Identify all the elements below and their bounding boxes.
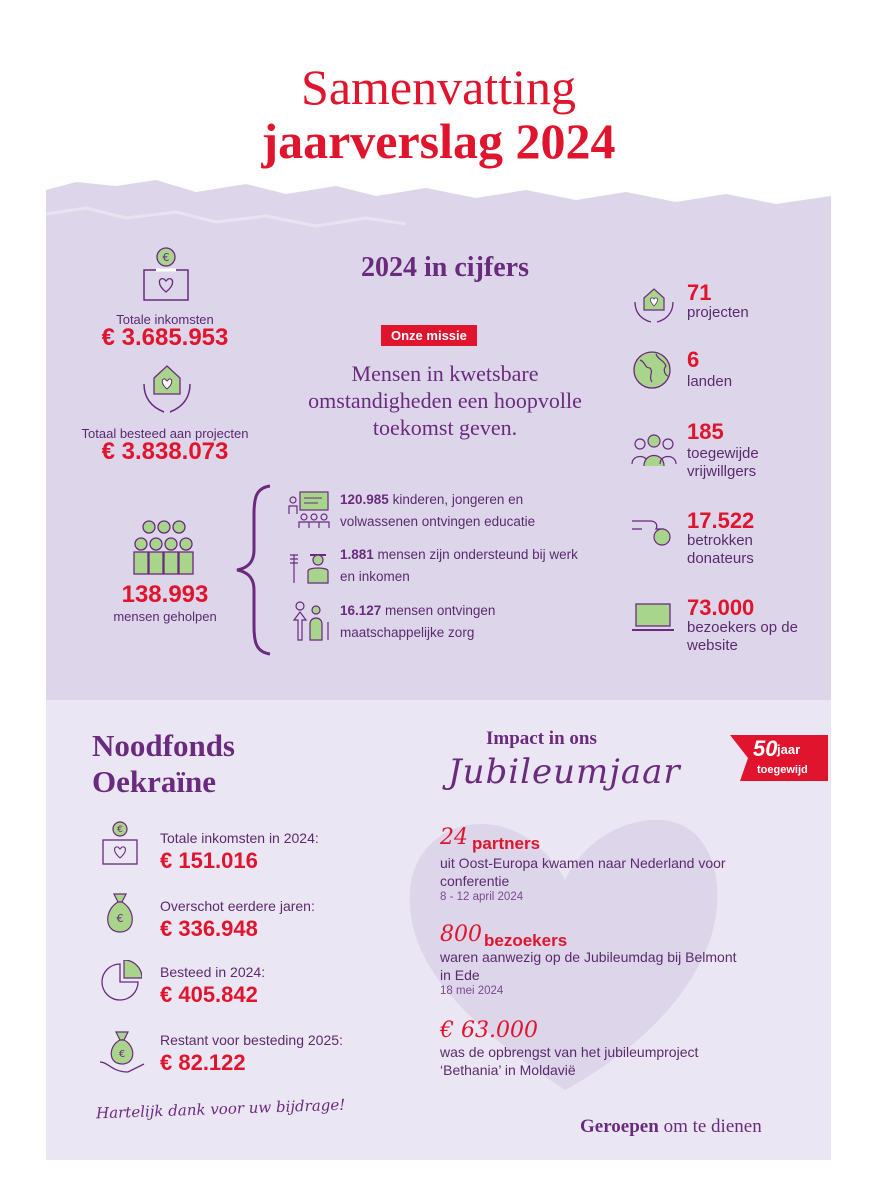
globe-icon (632, 350, 672, 390)
donation-box-icon (141, 246, 191, 302)
donors-number: 17.522 (687, 508, 755, 533)
jubilee-script: Jubileumjaar (448, 752, 681, 792)
money-bag-icon (100, 888, 140, 936)
impact-visitors-date: 18 mei 2024 (440, 985, 504, 997)
classroom-icon (288, 490, 332, 530)
fund-row-label: Besteed in 2024: (160, 964, 266, 980)
laptop-icon (630, 600, 676, 636)
brand-slogan: Geroepen om te dienen (580, 1116, 762, 1137)
projects-label: projecten (687, 304, 749, 321)
total-spent-value: € 3.838.073 (101, 438, 229, 465)
people-helped-value: 138.993 (121, 581, 209, 608)
impact-partners-text: uit Oost-Europa kwamen naar Nederland voor conferentie (440, 855, 726, 889)
impact-title: Impact in ons (486, 728, 597, 749)
people-group-icon (128, 518, 200, 578)
fund-row-label: Restant voor besteding 2025: (160, 1032, 343, 1048)
visitors-number: 73.000 (687, 595, 755, 620)
hands-house-icon (140, 360, 194, 418)
fund-row-label: Overschot eerdere jaren: (160, 898, 315, 914)
svg-text:€: € (162, 251, 170, 264)
visitors-label: bezoekers op de website (687, 619, 798, 654)
education-item: 120.985 kinderen, jongeren en volwassenen ontvingen educatie (340, 492, 536, 529)
impact-revenue-text: was de opbrengst van het jubileumproject ‘Bethania’ in Moldavië (440, 1044, 699, 1078)
impact-partners-head: partners (472, 834, 541, 853)
care-icon (288, 600, 332, 642)
thanks-script: Hartelijk dank voor uw bijdrage! (95, 1095, 346, 1123)
emergency-fund-title: Noodfonds Oekraïne (92, 728, 235, 799)
pie-chart-icon (98, 960, 142, 1004)
volunteers-label: toegewijde vrijwillgers (687, 445, 759, 480)
impact-visitors-text: waren aanwezig op de Jubileumdag bij Belmont in Ede (440, 949, 737, 983)
fund-row-value: € 82.122 (160, 1050, 246, 1075)
mission-badge: Onze missie (381, 325, 477, 346)
impact-partners-date: 8 - 12 april 2024 (440, 891, 524, 903)
impact-visitors-head: bezoekers (484, 931, 568, 950)
total-income-value: € 3.685.953 (101, 324, 229, 351)
volunteers-icon (630, 432, 678, 468)
donors-label: betrokken donateurs (687, 532, 754, 567)
donation-box-small-icon (100, 820, 140, 866)
page-title-line1: Samenvatting (301, 59, 576, 115)
impact-partners-number: 24 (440, 825, 468, 850)
figures-title: 2024 in cijfers (361, 252, 529, 283)
donor-hand-icon (630, 513, 676, 549)
mission-text: Mensen in kwetsbare omstandigheden een hoopvolle toekomst geven. (308, 361, 582, 440)
fund-row-value: € 151.016 (160, 848, 258, 873)
projects-number: 71 (687, 280, 712, 305)
badge-subtitle: toegewijd (757, 764, 808, 776)
people-helped-label: mensen geholpen (113, 609, 217, 624)
svg-text:€: € (118, 1049, 126, 1060)
work-income-item: 1.881 mensen zijn ondersteund bij werk en inkomen (340, 547, 578, 584)
curly-brace (234, 484, 274, 656)
countries-label: landen (687, 373, 733, 390)
page-title-line2: jaarverslag 2024 (261, 113, 616, 169)
volunteers-number: 185 (687, 419, 724, 444)
svg-text:€: € (117, 825, 123, 835)
total-income-label: Totale inkomsten (116, 312, 214, 327)
badge-number: 50 (753, 736, 778, 761)
social-care-item: 16.127 mensen ontvingen maatschappelijke zorg (340, 603, 496, 640)
worker-icon (288, 545, 332, 585)
total-spent-label: Totaal besteed aan projecten (81, 426, 249, 441)
badge-jaar: jaar (777, 742, 801, 757)
hand-money-bag-icon (98, 1028, 146, 1076)
impact-visitors-number: 800 (440, 922, 482, 947)
fund-row-value: € 405.842 (160, 982, 258, 1007)
countries-number: 6 (687, 347, 700, 372)
impact-revenue-number: € 63.000 (440, 1018, 538, 1043)
hands-house-small-icon (632, 284, 676, 324)
svg-text:€: € (116, 912, 124, 925)
fund-row-value: € 336.948 (160, 916, 258, 941)
fund-row-label: Totale inkomsten in 2024: (160, 830, 319, 846)
